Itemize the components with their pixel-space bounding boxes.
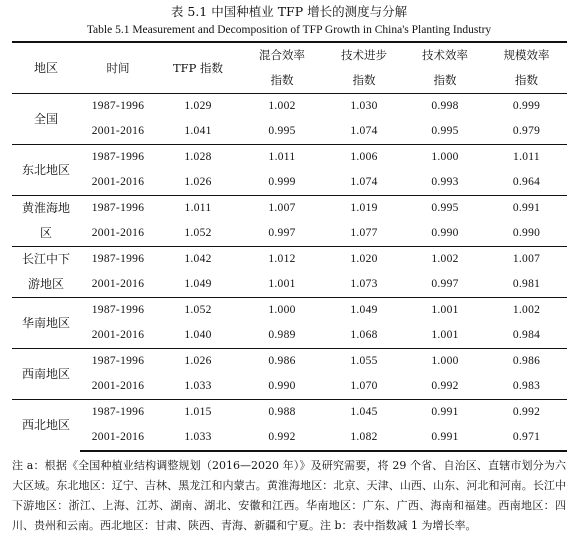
header-row-1 — [12, 42, 567, 68]
time-cell: 2001-2016 — [91, 227, 145, 239]
time-cell: 2001-2016 — [91, 176, 145, 188]
table-row — [12, 196, 567, 222]
table-row — [12, 323, 567, 349]
scale-eff-cell: 1.007 — [486, 247, 567, 273]
region-label: 西南地区 — [21, 366, 70, 381]
time-cell: 1987-1996 — [80, 94, 156, 120]
scale-eff-cell: 0.979 — [512, 125, 541, 137]
tech-eff-cell: 0.990 — [431, 227, 459, 239]
region-cell — [12, 145, 80, 196]
region-cell — [12, 400, 80, 452]
scale-eff-cell: 0.981 — [512, 278, 541, 290]
mixed-eff-cell: 0.990 — [268, 380, 296, 392]
header-mixed-line2: 指数 — [270, 73, 294, 87]
tech-eff-cell: 0.998 — [404, 94, 486, 120]
table-row — [12, 221, 567, 247]
region-cell — [12, 247, 80, 298]
time-cell: 2001-2016 — [91, 329, 145, 341]
tech-progress-cell: 1.082 — [324, 425, 404, 451]
region-label: 黄淮海地 — [21, 201, 70, 215]
tech-progress-cell: 1.070 — [350, 380, 378, 392]
tech-eff-cell: 1.001 — [431, 329, 459, 341]
tfp-cell: 1.028 — [156, 145, 240, 171]
tech-progress-cell: 1.073 — [350, 278, 378, 290]
tech-eff-cell: 1.000 — [404, 349, 486, 375]
tech-eff-cell: 1.000 — [404, 145, 486, 171]
tfp-cell: 1.033 — [156, 425, 240, 451]
region-label: 长江中下 — [21, 252, 70, 266]
tfp-cell: 1.026 — [156, 349, 240, 375]
mixed-eff-cell: 0.992 — [240, 425, 324, 451]
mixed-eff-cell: 0.986 — [240, 349, 324, 375]
time-cell: 1987-1996 — [80, 298, 156, 324]
mixed-eff-cell: 1.011 — [240, 145, 324, 171]
tfp-cell: 1.011 — [156, 196, 240, 222]
region-cell — [12, 298, 80, 349]
header-tfp: TFP 指数 — [172, 60, 224, 75]
tfp-cell: 1.026 — [184, 176, 212, 188]
tech-eff-cell: 1.001 — [404, 298, 486, 324]
scale-eff-cell: 0.971 — [486, 425, 567, 451]
mixed-eff-cell: 0.995 — [268, 125, 296, 137]
header-region: 地区 — [33, 60, 58, 75]
tech-eff-cell: 0.995 — [404, 196, 486, 222]
table-row — [12, 400, 567, 426]
region-cell — [12, 196, 80, 247]
tech-progress-cell: 1.049 — [324, 298, 404, 324]
scale-eff-cell: 0.983 — [512, 380, 541, 392]
time-cell: 1987-1996 — [80, 145, 156, 171]
tech-progress-cell: 1.019 — [324, 196, 404, 222]
tech-eff-cell: 0.997 — [431, 278, 459, 290]
table-body — [12, 94, 567, 452]
tech-progress-cell: 1.068 — [350, 329, 378, 341]
tfp-cell: 1.042 — [156, 247, 240, 273]
table-note: 注 a：根据《全国种植业结构调整规划（2016—2020 年）》及研究需要，将 29 个省、自治区、直辖市划分为六大区域。东北地区：辽宁、吉林、黑龙江和内蒙古。黄淮海地区：北京、天津、山西、山东、河北和河南。长江中下游地区：浙江、上海、江苏、湖南、湖北、安徽和江西。华南地区：广东、广西、海南和福建。西南地区：四川、贵州和云南。西北地区：甘肃、陕西、青海、新疆和宁夏。注 b：表中指数减 1 为增长率。 — [12, 459, 566, 532]
tfp-cell: 1.041 — [184, 125, 212, 137]
tfp-cell: 1.052 — [156, 298, 240, 324]
tech-progress-cell: 1.077 — [350, 227, 378, 239]
table-row — [12, 374, 567, 400]
scale-eff-cell: 0.964 — [512, 176, 541, 188]
mixed-eff-cell: 0.997 — [268, 227, 296, 239]
tech-eff-cell: 0.995 — [431, 125, 459, 137]
table-title-en: Table 5.1 Measurement and Decomposition of TFP Growth in China's Planting Industry — [86, 24, 492, 36]
mixed-eff-cell: 1.000 — [240, 298, 324, 324]
time-cell: 1987-1996 — [80, 196, 156, 222]
header-tech-eff-line2: 指数 — [433, 73, 457, 87]
scale-eff-cell: 0.991 — [486, 196, 567, 222]
table-row — [12, 145, 567, 171]
table-row — [12, 298, 567, 324]
tfp-cell: 1.049 — [184, 278, 212, 290]
header-mixed-line1: 混合效率 — [259, 48, 305, 62]
header-time: 时间 — [106, 60, 130, 75]
mixed-eff-cell: 1.012 — [240, 247, 324, 273]
tfp-cell: 1.015 — [156, 400, 240, 426]
tech-progress-cell: 1.020 — [324, 247, 404, 273]
table-title-cn: 表 5.1 中国种植业 TFP 增长的测度与分解 — [170, 4, 408, 19]
header-tech-progress-line2: 指数 — [352, 73, 376, 87]
table-row — [12, 170, 567, 196]
time-cell: 2001-2016 — [91, 278, 145, 290]
region-label: 全国 — [33, 111, 58, 126]
table-row — [12, 94, 567, 120]
header-tech-eff-line1: 技术效率 — [422, 48, 468, 62]
tech-progress-cell: 1.006 — [324, 145, 404, 171]
region-cell — [12, 94, 80, 145]
scale-eff-cell: 0.984 — [512, 329, 541, 341]
tech-progress-cell: 1.055 — [324, 349, 404, 375]
mixed-eff-cell: 1.002 — [240, 94, 324, 120]
header-scale-line1: 规模效率 — [503, 48, 550, 62]
time-cell: 2001-2016 — [80, 425, 156, 451]
tfp-table — [12, 41, 567, 452]
mixed-eff-cell: 1.001 — [268, 278, 296, 290]
scale-eff-cell: 1.011 — [486, 145, 567, 171]
region-label: 西北地区 — [21, 418, 70, 432]
tfp-cell: 1.029 — [156, 94, 240, 120]
region-label: 华南地区 — [21, 315, 70, 330]
region-label-line2: 游地区 — [27, 277, 64, 291]
time-cell: 2001-2016 — [91, 380, 145, 392]
time-cell: 1987-1996 — [80, 349, 156, 375]
tech-progress-cell: 1.074 — [350, 125, 378, 137]
region-cell — [12, 349, 80, 400]
tech-eff-cell: 0.991 — [404, 425, 486, 451]
region-label: 东北地区 — [21, 162, 70, 177]
table-row — [12, 247, 567, 273]
table-row — [12, 119, 567, 145]
scale-eff-cell: 0.992 — [486, 400, 567, 426]
mixed-eff-cell: 0.989 — [268, 329, 296, 341]
mixed-eff-cell: 0.988 — [240, 400, 324, 426]
tech-eff-cell: 1.002 — [404, 247, 486, 273]
tech-eff-cell: 0.993 — [431, 176, 459, 188]
tech-eff-cell: 0.991 — [404, 400, 486, 426]
scale-eff-cell: 0.986 — [486, 349, 567, 375]
header-scale-line2: 指数 — [515, 73, 538, 87]
table-row — [12, 349, 567, 375]
table-row — [12, 272, 567, 298]
tech-progress-cell: 1.074 — [350, 176, 378, 188]
scale-eff-cell: 1.002 — [486, 298, 567, 324]
region-label-line2: 区 — [39, 226, 52, 240]
mixed-eff-cell: 0.999 — [268, 176, 296, 188]
scale-eff-cell: 0.999 — [486, 94, 567, 120]
tech-eff-cell: 0.992 — [431, 380, 459, 392]
header-tech-progress-line1: 技术进步 — [341, 48, 387, 62]
mixed-eff-cell: 1.007 — [240, 196, 324, 222]
tfp-cell: 1.040 — [184, 329, 212, 341]
tech-progress-cell: 1.045 — [324, 400, 404, 426]
scale-eff-cell: 0.990 — [512, 227, 541, 239]
tfp-cell: 1.052 — [184, 227, 212, 239]
table-row — [12, 425, 567, 451]
time-cell: 1987-1996 — [80, 400, 156, 426]
tech-progress-cell: 1.030 — [324, 94, 404, 120]
tfp-cell: 1.033 — [184, 380, 212, 392]
time-cell: 2001-2016 — [91, 125, 145, 137]
time-cell: 1987-1996 — [80, 247, 156, 273]
